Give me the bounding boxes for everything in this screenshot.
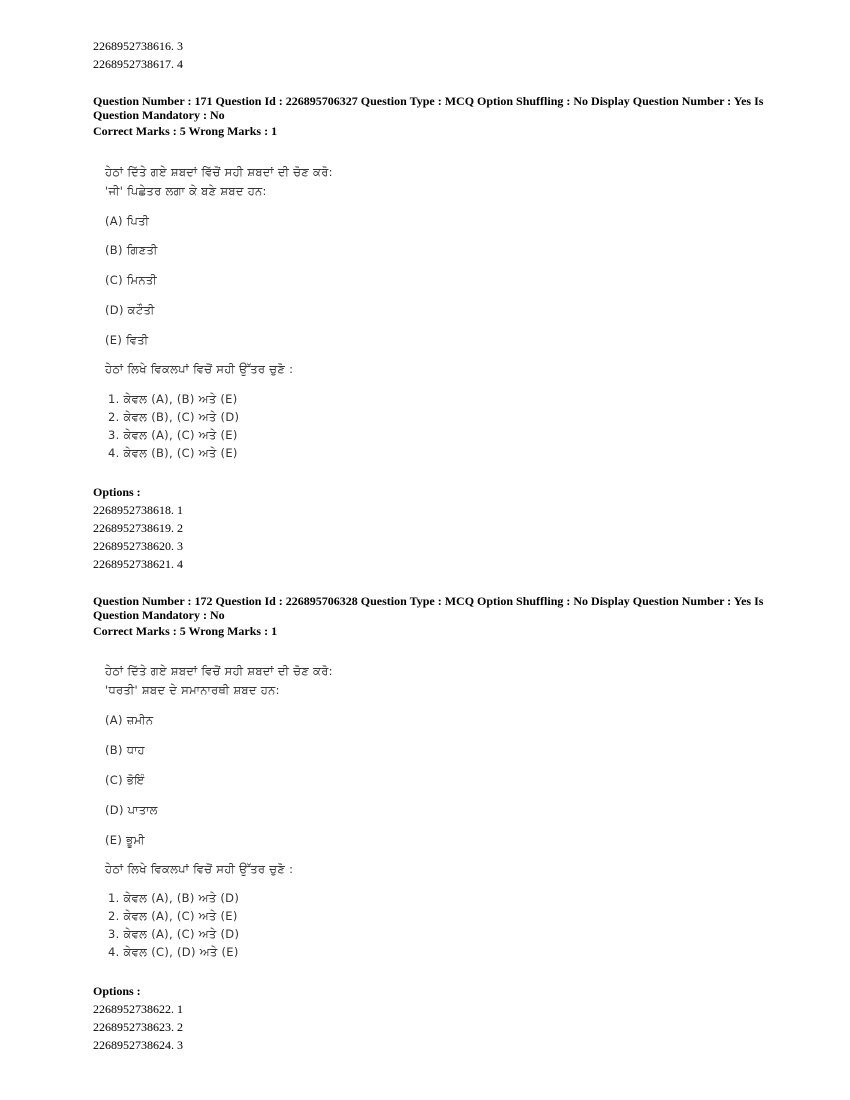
question-171-item-c: (C) ਮਿਨਤੀ [105,273,158,287]
question-171-item-e: (E) ਵਿਤੀ [105,333,149,347]
question-172-option-1: 2268952738622. 1 [93,1002,183,1016]
question-171-meta-line2: Question Mandatory : No [93,108,225,122]
question-171-item-b: (B) ਗਿਣਤੀ [105,243,158,257]
question-171-option-3: 2268952738620. 3 [93,539,183,553]
question-171-option-2: 2268952738619. 2 [93,521,183,535]
question-172-item-a: (A) ਜ਼ਮੀਨ [105,713,154,727]
question-172-item-d: (D) ਪਾਤਾਲ [105,803,158,817]
question-171-marks: Correct Marks : 5 Wrong Marks : 1 [93,124,278,138]
question-171-options-heading: Options : [93,485,141,499]
question-171-meta-line1: Question Number : 171 Question Id : 226895706327 Question Type : MCQ Option Shuffling : No Display Question Number : Yes Is [93,94,764,108]
prev-option-3: 2268952738616. 3 [93,39,183,53]
question-172-item-e: (E) ਭੂਮੀ [105,833,145,847]
question-172-prompt-line2: 'ਧਰਤੀ' ਸ਼ਬਦ ਦੇ ਸਮਾਨਾਰਥੀ ਸ਼ਬਦ ਹਨ: [105,683,280,697]
question-172-choice-3: 3. ਕੇਵਲ (A), (C) ਅਤੇ (D) [108,927,240,941]
question-172-option-3: 2268952738624. 3 [93,1038,183,1052]
question-172-prompt-line1: ਹੇਠਾਂ ਦਿੱਤੇ ਗਏ ਸ਼ਬਦਾਂ ਵਿਚੋਂ ਸਹੀ ਸ਼ਬਦਾਂ ਦੀ ਚੋਣ ਕਰੋ: [105,664,333,678]
question-172-instruction: ਹੇਠਾਂ ਲਿਖੇ ਵਿਕਲਪਾਂ ਵਿਚੋਂ ਸਹੀ ਉੱਤਰ ਚੁਣੋ : [105,862,294,876]
question-171-prompt-line1: ਹੇਠਾਂ ਦਿੱਤੇ ਗਏ ਸ਼ਬਦਾਂ ਵਿੱਚੋਂ ਸਹੀ ਸ਼ਬਦਾਂ ਦੀ ਚੋਣ ਕਰੋ: [105,165,333,179]
question-172-choice-4: 4. ਕੇਵਲ (C), (D) ਅਤੇ (E) [108,945,239,959]
question-172-marks: Correct Marks : 5 Wrong Marks : 1 [93,624,278,638]
question-172-meta-line2: Question Mandatory : No [93,608,225,622]
question-171-option-4: 2268952738621. 4 [93,557,183,571]
question-171-instruction: ਹੇਠਾਂ ਲਿਖੇ ਵਿਕਲਪਾਂ ਵਿਚੋਂ ਸਹੀ ਉੱਤਰ ਚੁਣੋ : [105,362,294,376]
question-171-prompt-line2: 'ਜੀ' ਪਿਛੇਤਰ ਲਗਾ ਕੇ ਬਣੇ ਸ਼ਬਦ ਹਨ: [105,184,267,198]
question-171-item-d: (D) ਕਟੌਤੀ [105,303,155,317]
question-171-choice-3: 3. ਕੇਵਲ (A), (C) ਅਤੇ (E) [108,428,238,442]
question-172-choice-2: 2. ਕੇਵਲ (A), (C) ਅਤੇ (E) [108,909,238,923]
question-171-option-1: 2268952738618. 1 [93,503,183,517]
question-172-item-b: (B) ਧਾਹ [105,743,145,757]
question-172-options-heading: Options : [93,984,141,998]
question-172-option-2: 2268952738623. 2 [93,1020,183,1034]
question-171-choice-1: 1. ਕੇਵਲ (A), (B) ਅਤੇ (E) [108,392,238,406]
question-171-choice-4: 4. ਕੇਵਲ (B), (C) ਅਤੇ (E) [108,446,238,460]
question-172-item-c: (C) ਭੋਇੰ [105,773,145,787]
question-171-choice-2: 2. ਕੇਵਲ (B), (C) ਅਤੇ (D) [108,410,240,424]
question-172-meta-line1: Question Number : 172 Question Id : 226895706328 Question Type : MCQ Option Shuffling : No Display Question Number : Yes Is [93,594,764,608]
question-171-item-a: (A) ਪਿਤੀ [105,214,150,228]
prev-option-4: 2268952738617. 4 [93,57,183,71]
question-172-choice-1: 1. ਕੇਵਲ (A), (B) ਅਤੇ (D) [108,891,240,905]
